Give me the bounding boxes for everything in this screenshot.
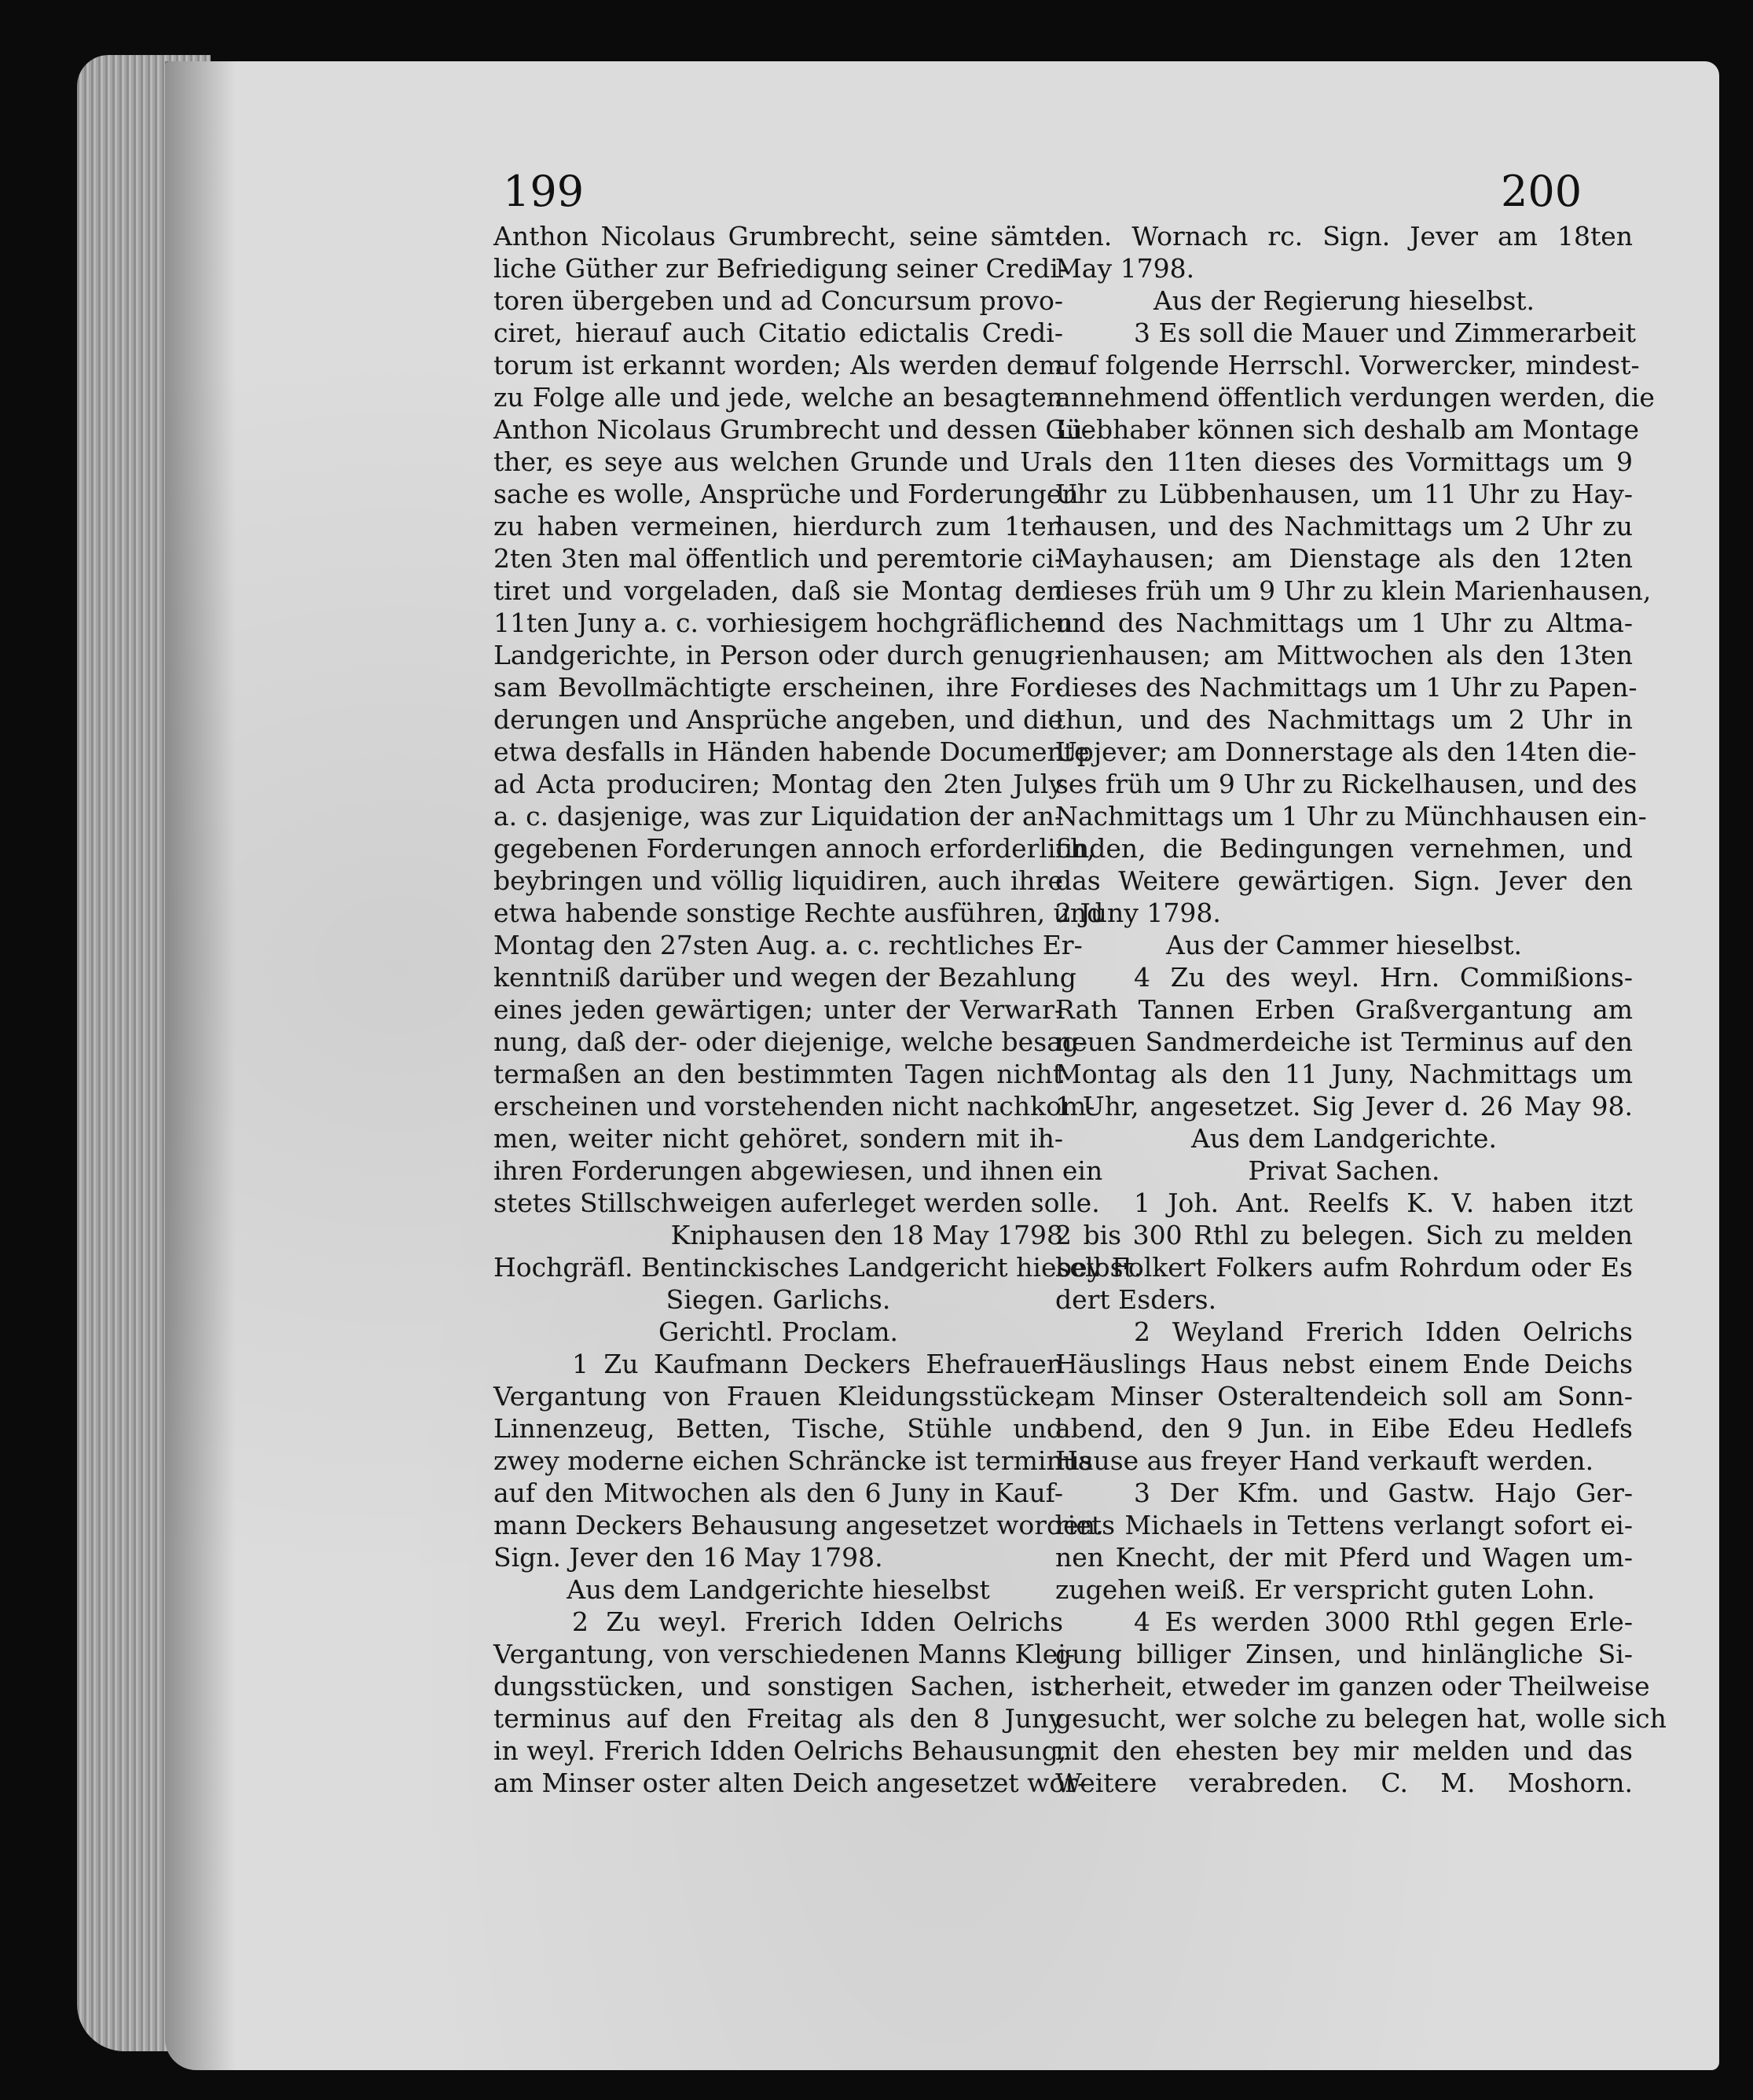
text-line: 4 Zu des weyl. Hrn. Commißions- — [1134, 962, 1633, 993]
text-line: tiret und vorgeladen, daß sie Montag den — [493, 575, 1063, 606]
text-line: den. Wornach rc. Sign. Jever am 18ten — [1055, 221, 1633, 251]
text-line: etwa desfalls in Händen habende Documente — [493, 736, 1090, 767]
text-line: kenntniß darüber und wegen der Bezahlung — [493, 962, 1076, 993]
text-line: terminus auf den Freitag als den 8 Juny — [493, 1703, 1063, 1734]
text-line: Linnenzeug, Betten, Tische, Stühle und — [493, 1413, 1063, 1444]
text-line: Vergantung von Frauen Kleidungsstücke, — [493, 1381, 1063, 1412]
text-line: sache es wolle, Ansprüche und Forderungen — [493, 479, 1079, 509]
text-line: abend, den 9 Jun. in Eibe Edeu Hedlefs — [1055, 1413, 1633, 1444]
text-line: Mayhausen; am Dienstage als den 12ten — [1055, 543, 1633, 574]
text-line: a. c. dasjenige, was zur Liquidation der an- — [493, 801, 1063, 832]
text-line: Aus der Regierung hieselbst. — [1153, 285, 1535, 316]
gutter-shadow — [165, 61, 236, 2070]
text-line: das Weitere gewärtigen. Sign. Jever den — [1055, 865, 1633, 896]
text-line: 4 Es werden 3000 Rthl gegen Erle- — [1134, 1606, 1633, 1637]
text-line: Sign. Jever den 16 May 1798. — [493, 1542, 883, 1573]
text-line: 1 Joh. Ant. Reelfs K. V. haben itzt — [1134, 1188, 1633, 1218]
text-line: rienhausen; am Mittwochen als den 13ten — [1055, 640, 1633, 670]
text-line: 1 Uhr, angesetzet. Sig Jever d. 26 May 98. — [1055, 1091, 1633, 1122]
text-line: 2 Zu weyl. Frerich Idden Oelrichs — [572, 1606, 1063, 1637]
text-line: zugehen weiß. Er verspricht guten Lohn. — [1055, 1574, 1596, 1605]
text-line: nen Knecht, der mit Pferd und Wagen um- — [1055, 1542, 1633, 1573]
text-line: Aus dem Landgerichte hieselbst — [567, 1574, 990, 1605]
text-line: und des Nachmittags um 1 Uhr zu Altma- — [1055, 608, 1633, 638]
text-line: Rath Tannen Erben Graßvergantung am — [1055, 994, 1633, 1025]
text-line: Upjever; am Donnerstage als den 14ten die- — [1055, 736, 1637, 767]
text-line: auf folgende Herrschl. Vorwercker, mindest- — [1055, 350, 1640, 380]
text-line: men, weiter nicht gehöret, sondern mit ih- — [493, 1123, 1063, 1154]
text-line: Hause aus freyer Hand verkauft werden. — [1055, 1445, 1594, 1476]
text-line: 2 Juny 1798. — [1055, 898, 1221, 928]
text-line: Gerichtl. Proclam. — [658, 1316, 899, 1347]
text-line: Aus der Cammer hieselbst. — [1166, 930, 1522, 960]
text-line: neuen Sandmerdeiche ist Terminus auf den — [1055, 1026, 1633, 1057]
text-line: als den 11ten dieses des Vormittags um 9 — [1055, 446, 1633, 477]
text-line: auf den Mitwochen als den 6 Juny in Kauf- — [493, 1478, 1063, 1508]
page-number-right: 200 — [1501, 167, 1582, 216]
text-line: Uhr zu Lübbenhausen, um 11 Uhr zu Hay- — [1055, 479, 1633, 509]
text-line: 2 Weyland Frerich Idden Oelrichs — [1134, 1316, 1633, 1347]
text-line: cherheit, etweder im ganzen oder Theilweise — [1055, 1671, 1650, 1702]
text-line: Hochgräfl. Bentinckisches Landgericht hieselbst. — [493, 1252, 1142, 1283]
text-line: sam Bevollmächtigte erscheinen, ihre For- — [493, 672, 1063, 703]
text-line: 11ten Juny a. c. vorhiesigem hochgräflichen — [493, 608, 1073, 638]
text-line: Vergantung, von verschiedenen Manns Klei- — [493, 1639, 1076, 1669]
text-line: Liebhaber können sich deshalb am Montage — [1055, 414, 1639, 445]
text-line: Landgerichte, in Person oder durch genug- — [493, 640, 1063, 670]
text-line: gung billiger Zinsen, und hinlängliche Si- — [1055, 1639, 1633, 1669]
text-line: 2 bis 300 Rthl zu belegen. Sich zu melden — [1055, 1220, 1633, 1250]
text-line: ses früh um 9 Uhr zu Rickelhausen, und des — [1055, 769, 1637, 799]
text-line: ciret, hierauf auch Citatio edictalis Credi- — [493, 318, 1063, 348]
text-line: nung, daß der- oder diejenige, welche besag- — [493, 1026, 1088, 1057]
text-line: May 1798. — [1055, 253, 1195, 284]
text-line: bey Folkert Folkers aufm Rohrdum oder Es — [1055, 1252, 1633, 1283]
text-line: ihren Forderungen abgewiesen, und ihnen ein — [493, 1155, 1103, 1186]
text-line: derungen und Ansprüche angeben, und die — [493, 704, 1064, 735]
text-line: beybringen und völlig liquidiren, auch ihre — [493, 865, 1063, 896]
text-line: 1 Zu Kaufmann Deckers Ehefrauen — [572, 1349, 1063, 1379]
text-line: dieses früh um 9 Uhr zu klein Marienhausen, — [1055, 575, 1652, 606]
text-line: Aus dem Landgerichte. — [1191, 1123, 1497, 1154]
text-line: hausen, und des Nachmittags um 2 Uhr zu — [1055, 511, 1633, 542]
text-line: gesucht, wer solche zu belegen hat, wolle sich — [1055, 1703, 1667, 1734]
text-line: Häuslings Haus nebst einem Ende Deichs — [1055, 1349, 1633, 1379]
text-line: riets Michaels in Tettens verlangt sofort ei- — [1055, 1510, 1633, 1540]
text-line: liche Güther zur Befriedigung seiner Credi- — [493, 253, 1067, 284]
text-line: toren übergeben und ad Concursum provo- — [493, 285, 1063, 316]
text-line: thun, und des Nachmittags um 2 Uhr in — [1055, 704, 1633, 735]
text-line: eines jeden gewärtigen; unter der Verwar- — [493, 994, 1063, 1025]
text-line: zu haben vermeinen, hierdurch zum 1ten — [493, 511, 1063, 542]
text-line: gegebenen Forderungen annoch erforderlich, — [493, 833, 1095, 864]
text-column-right — [1055, 220, 1667, 1799]
text-line: in weyl. Frerich Idden Oelrichs Behausung, — [493, 1735, 1067, 1766]
text-line: am Minser oster alten Deich angesetzet wor- — [493, 1768, 1087, 1798]
text-line: torum ist erkannt worden; Als werden dem — [493, 350, 1063, 380]
text-line: erscheinen und vorstehenden nicht nachkom- — [493, 1091, 1095, 1122]
text-line: 3 Der Kfm. und Gastw. Hajo Ger- — [1134, 1478, 1633, 1508]
text-line: Montag den 27sten Aug. a. c. rechtliches Er- — [493, 930, 1083, 960]
text-line: zwey moderne eichen Schräncke ist terminus — [493, 1445, 1093, 1476]
text-line: mann Deckers Behausung angesetzet worden. — [493, 1510, 1104, 1540]
text-line: 3 Es soll die Mauer und Zimmerarbeit — [1134, 318, 1637, 348]
text-line: dungsstücken, und sonstigen Sachen, ist — [493, 1671, 1063, 1702]
text-line: dieses des Nachmittags um 1 Uhr zu Papen- — [1055, 672, 1637, 703]
text-line: Weitere verabreden. C. M. Moshorn. — [1055, 1768, 1633, 1798]
text-line: ther, es seye aus welchen Grunde und Ur- — [493, 446, 1063, 477]
text-line: dert Esders. — [1055, 1284, 1217, 1315]
text-line: finden, die Bedingungen vernehmen, und — [1055, 833, 1633, 864]
text-line: Nachmittags um 1 Uhr zu Münchhausen ein- — [1055, 801, 1647, 832]
text-line: ad Acta produciren; Montag den 2ten July — [493, 769, 1063, 799]
text-line: stetes Stillschweigen auferleget werden solle. — [493, 1188, 1100, 1218]
text-line: zu Folge alle und jede, welche an besagten — [493, 382, 1063, 413]
text-line: Montag als den 11 Juny, Nachmittags um — [1055, 1059, 1633, 1089]
text-line: Privat Sachen. — [1248, 1155, 1440, 1186]
text-line: Kniphausen den 18 May 1798 — [670, 1220, 1063, 1250]
text-line: Siegen. Garlichs. — [666, 1284, 891, 1315]
text-line: Anthon Nicolaus Grumbrecht, seine sämt- — [493, 221, 1063, 251]
text-line: etwa habende sonstige Rechte ausführen, und — [493, 898, 1104, 928]
text-line: 2ten 3ten mal öffentlich und peremtorie ci- — [493, 543, 1063, 574]
text-line: Anthon Nicolaus Grumbrecht und dessen Gü- — [493, 414, 1092, 445]
text-line: mit den ehesten bey mir melden und das — [1055, 1735, 1633, 1766]
text-line: am Minser Osteraltendeich soll am Sonn- — [1055, 1381, 1633, 1412]
text-line: termaßen an den bestimmten Tagen nicht — [493, 1059, 1063, 1089]
page-number-left: 199 — [503, 167, 585, 216]
text-line: annehmend öffentlich verdungen werden, die — [1055, 382, 1655, 413]
